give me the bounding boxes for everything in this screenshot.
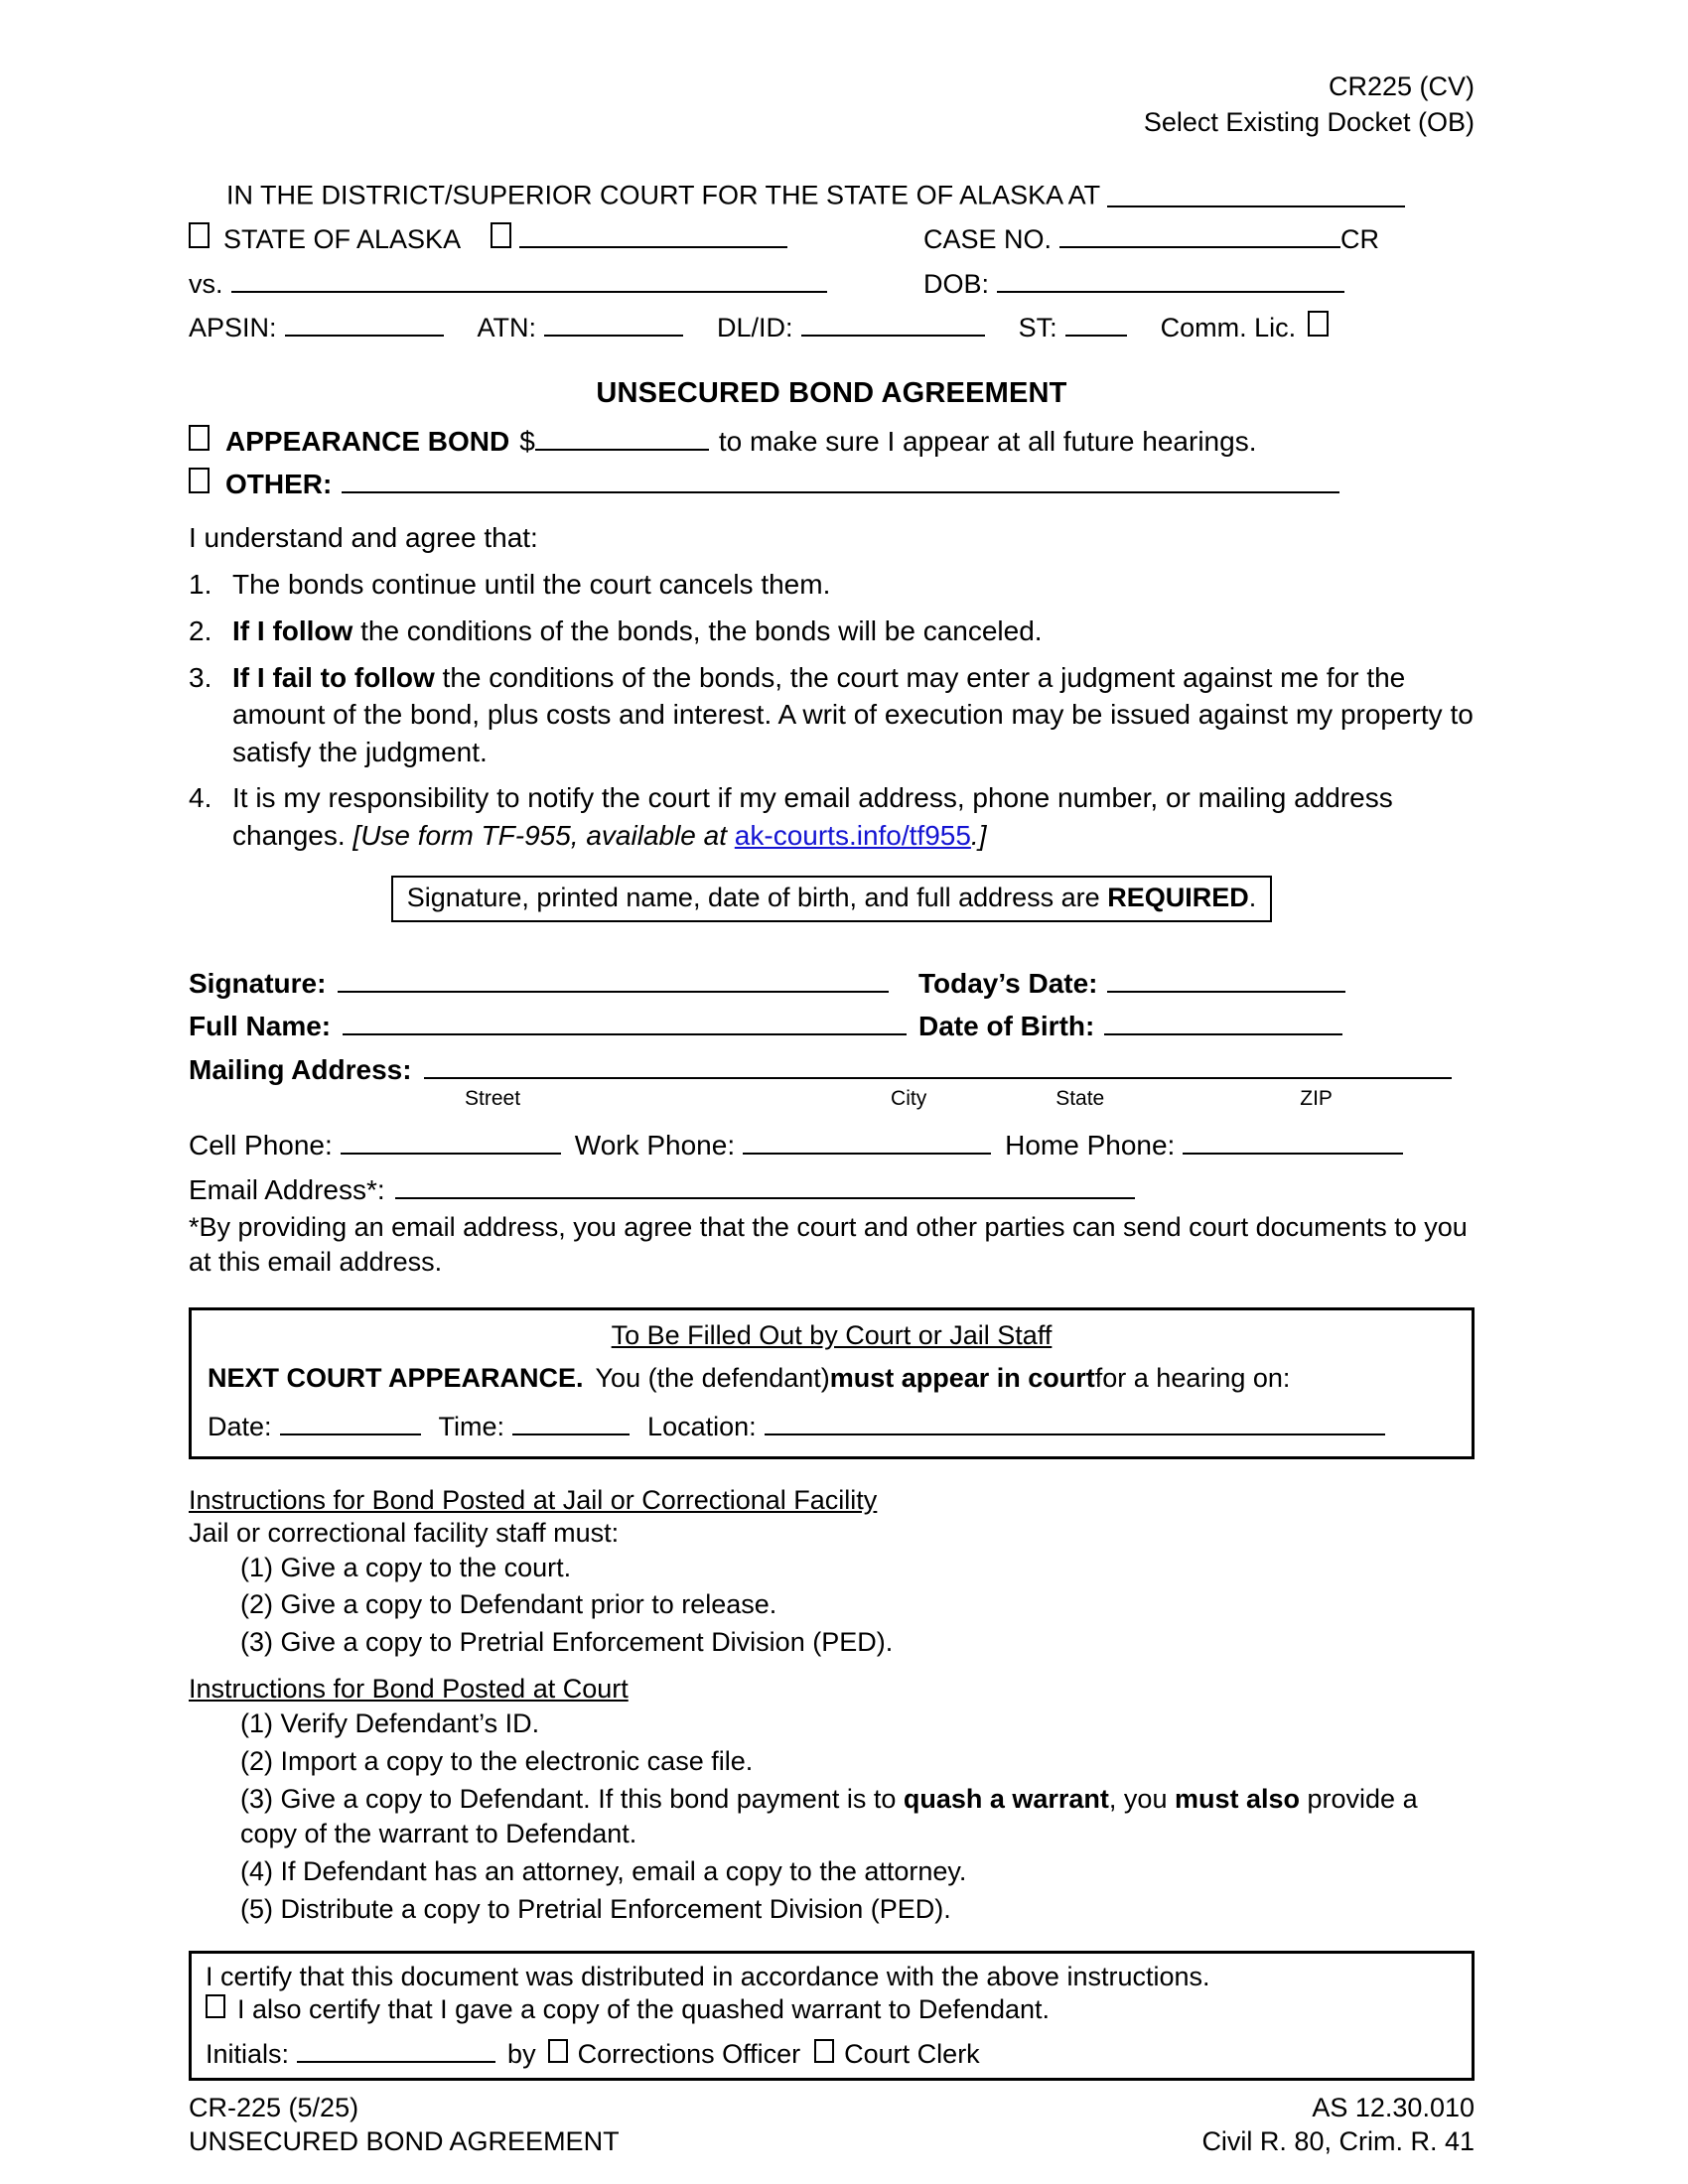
address-sublabels	[189, 1087, 1475, 1111]
next-appearance-location-label: Location:	[647, 1411, 757, 1441]
required-notice-emphasis: REQUIRED	[1107, 883, 1249, 913]
text-run: quash a warrant	[903, 1783, 1109, 1814]
agreement-item	[189, 566, 1475, 604]
text-run: must also	[1174, 1783, 1301, 1814]
form-header	[189, 69, 1475, 140]
next-appearance-time-field[interactable]	[512, 1406, 630, 1435]
instruction-item	[189, 1892, 1475, 1928]
required-notice-period: .	[1248, 883, 1257, 913]
agreement-item	[189, 613, 1475, 650]
required-notice-text: Signature, printed name, date of birth, and full address are	[406, 883, 1108, 913]
dob-field[interactable]	[997, 263, 1344, 293]
other-bond-field[interactable]	[342, 464, 1339, 494]
instructions-jail	[189, 1485, 1475, 1661]
page-title: UNSECURED BOND AGREEMENT	[596, 377, 1067, 410]
signature-block	[189, 962, 1475, 1280]
agreement-item-number: 3.	[189, 661, 212, 693]
text-run: .]	[970, 819, 987, 851]
certification-line-1	[206, 1962, 1458, 1992]
bond-options	[189, 420, 1475, 500]
next-appearance-text-mid: You (the defendant)	[595, 1363, 830, 1393]
text-run: (1) Verify Defendant’s ID.	[240, 1708, 540, 1739]
instruction-item	[189, 1706, 1475, 1742]
agreement-item	[189, 659, 1475, 771]
instruction-item: (3) Give a copy to Pretrial Enforcement Division (PED).	[240, 1626, 894, 1657]
next-appearance-fields-row	[208, 1406, 1456, 1442]
certification-initials-row	[206, 2033, 1458, 2070]
instruction-item	[189, 1782, 1475, 1852]
comm-lic-label: Comm. Lic.	[1160, 313, 1297, 343]
agreement-item	[189, 779, 1475, 854]
instruction-item	[189, 1854, 1475, 1890]
instruction-item: (1) Give a copy to the court.	[240, 1552, 572, 1582]
mailing-address-row	[189, 1048, 1475, 1086]
text-run: (2) Import a copy to the electronic case file.	[240, 1746, 754, 1777]
appearance-bond-row	[189, 420, 1475, 458]
agreement-item-text	[232, 613, 1475, 650]
next-appearance-emphasis: must appear in court	[829, 1363, 1095, 1393]
corrections-officer-checkbox[interactable]	[548, 2039, 568, 2063]
agreement-item-text	[232, 659, 1475, 771]
state-of-alaska-checkbox[interactable]	[189, 222, 210, 248]
work-phone-label: Work Phone:	[574, 1130, 736, 1161]
state-of-alaska-label: STATE OF ALASKA	[223, 224, 462, 255]
other-bond-checkbox[interactable]	[189, 468, 210, 493]
text-run: (4) If Defendant has an attorney, email a copy to the attorney.	[240, 1855, 967, 1886]
other-bond-row	[189, 464, 1475, 501]
agreement-item-text	[232, 566, 1475, 604]
instructions-jail-subheading: Jail or correctional facility staff must:	[189, 1517, 620, 1548]
agreement-list	[189, 566, 1475, 854]
docket-note: Select Existing Docket (OB)	[1143, 106, 1475, 137]
vs-label: vs.	[189, 268, 223, 299]
full-name-row	[189, 1006, 1475, 1043]
court-caption	[189, 178, 1475, 343]
external-link[interactable]: ak-courts.info/tf955	[734, 819, 971, 851]
signature-label: Signature:	[189, 967, 327, 999]
required-notice-wrap	[189, 854, 1475, 922]
footer-form-number: CR-225 (5/25)	[189, 2092, 359, 2122]
phones-row	[189, 1125, 1475, 1162]
text-run: provide a copy of the warrant to Defendant.	[240, 1783, 1418, 1849]
address-sublabel-city: City	[891, 1086, 927, 1110]
st-label: ST:	[1018, 313, 1057, 343]
agreement-item-text	[232, 779, 1475, 854]
address-sublabel-zip: ZIP	[1300, 1086, 1333, 1110]
case-no-label: CASE NO.	[923, 224, 1053, 255]
dlid-label: DL/ID:	[717, 313, 793, 343]
instructions-court-list	[189, 1706, 1475, 1927]
comm-lic-checkbox[interactable]	[1308, 311, 1329, 337]
atn-label: ATN:	[477, 313, 537, 343]
email-note: *By providing an email address, you agree that the court and other parties can send court documents to you at this email address.	[189, 1211, 1468, 1277]
caption-row-ids	[189, 308, 1475, 344]
apsin-label: APSIN:	[189, 313, 277, 343]
certification-line-2	[206, 1994, 1458, 2025]
next-appearance-heading: NEXT COURT APPEARANCE.	[208, 1363, 584, 1393]
case-no-field[interactable]	[1059, 219, 1340, 249]
next-appearance-box	[189, 1307, 1475, 1459]
email-label: Email Address*:	[189, 1173, 385, 1205]
todays-date-label: Today’s Date:	[918, 967, 1098, 999]
corrections-officer-label: Corrections Officer	[577, 2038, 801, 2069]
next-appearance-time-label: Time:	[438, 1411, 505, 1441]
next-appearance-box-title-text: To Be Filled Out by Court or Jail Staff	[611, 1320, 1053, 1350]
apsin-field[interactable]	[285, 308, 444, 338]
initials-label: Initials:	[206, 2038, 290, 2069]
certification-line-1-text: I certify that this document was distributed in accordance with the above instructions.	[206, 1962, 1210, 1992]
caption-row-vs	[189, 263, 1475, 300]
page-footer	[189, 2091, 1475, 2158]
agreement-item-number: 1.	[189, 569, 212, 601]
instructions-court-heading: Instructions for Bond Posted at Court	[189, 1674, 629, 1705]
work-phone-field[interactable]	[743, 1125, 991, 1156]
text-run: The bonds continue until the court cancels them.	[232, 569, 831, 601]
email-row	[189, 1168, 1475, 1206]
next-appearance-text-end: for a hearing on:	[1094, 1363, 1291, 1393]
instructions-court	[189, 1674, 1475, 1927]
text-run: (5) Distribute a copy to Pretrial Enforcement Division (PED).	[240, 1893, 951, 1924]
defendant-name-field[interactable]	[231, 263, 827, 293]
caption-row-party	[189, 219, 1475, 256]
agreement-intro: I understand and agree that:	[189, 522, 538, 554]
text-run: It is my responsibility to notify the court if my email address, phone number, or mailing address changes.	[232, 782, 1393, 851]
agreement-item-number: 2.	[189, 614, 212, 646]
court-clerk-checkbox[interactable]	[814, 2039, 834, 2063]
appearance-bond-label: APPEARANCE BOND	[225, 425, 510, 457]
cell-phone-field[interactable]	[341, 1125, 561, 1156]
next-appearance-location-field[interactable]	[765, 1406, 1385, 1435]
case-no-suffix: CR	[1340, 224, 1380, 255]
text-run: , you	[1108, 1783, 1175, 1814]
mailing-address-field[interactable]	[424, 1048, 1452, 1079]
court-line-label: IN THE DISTRICT/SUPERIOR COURT FOR THE STATE OF ALASKA AT	[226, 180, 1100, 210]
text-run: [Use form TF-955, available at	[352, 819, 735, 851]
quashed-warrant-checkbox[interactable]	[206, 1994, 225, 2018]
certification-box	[189, 1951, 1475, 2081]
home-phone-label: Home Phone:	[1005, 1130, 1176, 1161]
next-appearance-box-title	[208, 1320, 1456, 1351]
st-field[interactable]	[1065, 308, 1127, 338]
agreement-item-number: 4.	[189, 782, 212, 814]
next-appearance-date-field[interactable]	[280, 1406, 421, 1435]
dollar-sign: $	[519, 425, 535, 457]
text-run: If I fail to follow	[232, 661, 435, 693]
instruction-item: (2) Give a copy to Defendant prior to release.	[240, 1589, 777, 1620]
other-party-checkbox[interactable]	[491, 222, 511, 248]
full-name-label: Full Name:	[189, 1011, 332, 1042]
footer-rules: Civil R. 80, Crim. R. 41	[1201, 2125, 1475, 2156]
court-location-field[interactable]	[1107, 178, 1405, 207]
form-code: CR225 (CV)	[1328, 71, 1475, 101]
date-of-birth-label: Date of Birth:	[918, 1011, 1095, 1042]
todays-date-field[interactable]	[1107, 962, 1345, 993]
required-notice-box	[391, 876, 1272, 922]
next-appearance-statement	[208, 1363, 1456, 1394]
home-phone-field[interactable]	[1183, 1125, 1403, 1156]
address-sublabel-state: State	[1055, 1086, 1105, 1110]
mailing-address-label: Mailing Address:	[189, 1053, 412, 1085]
initials-field[interactable]	[297, 2033, 495, 2063]
text-run: If I follow	[232, 614, 353, 646]
full-name-field[interactable]	[343, 1006, 907, 1036]
dob-label: DOB:	[923, 268, 990, 299]
instructions-jail-list	[189, 1551, 1475, 1661]
court-line	[189, 178, 1475, 211]
certification-line-2-text: I also certify that I gave a copy of the quashed warrant to Defendant.	[237, 1994, 1050, 2025]
text-run: the conditions of the bonds, the court may enter a judgment against me for the amount of the bond, plus costs and interest. A writ of execution may be issued against my property to satisfy the judgment.	[232, 661, 1474, 767]
cell-phone-label: Cell Phone:	[189, 1130, 333, 1161]
signature-row	[189, 962, 1475, 1000]
appearance-bond-tail: to make sure I appear at all future hearings.	[718, 425, 1257, 457]
atn-field[interactable]	[544, 308, 683, 338]
signature-field[interactable]	[338, 962, 889, 993]
footer-form-title: UNSECURED BOND AGREEMENT	[189, 2125, 620, 2156]
email-field[interactable]	[395, 1168, 1135, 1199]
footer-statute: AS 12.30.010	[1312, 2092, 1475, 2122]
appearance-bond-checkbox[interactable]	[189, 425, 210, 451]
by-label: by	[507, 2038, 536, 2069]
address-sublabel-street: Street	[465, 1086, 521, 1110]
text-run: the conditions of the bonds, the bonds will be canceled.	[352, 614, 1043, 646]
instruction-item	[189, 1744, 1475, 1780]
court-clerk-label: Court Clerk	[844, 2038, 980, 2069]
appearance-bond-amount-field[interactable]	[535, 420, 709, 451]
other-bond-label: OTHER:	[225, 469, 333, 500]
next-appearance-date-label: Date:	[208, 1411, 272, 1441]
instructions-jail-heading: Instructions for Bond Posted at Jail or Correctional Facility	[189, 1484, 878, 1515]
dlid-field[interactable]	[801, 308, 985, 338]
text-run: (3) Give a copy to Defendant. If this bond payment is to	[240, 1783, 904, 1814]
date-of-birth-field[interactable]	[1104, 1006, 1342, 1036]
other-party-field[interactable]	[519, 219, 787, 249]
